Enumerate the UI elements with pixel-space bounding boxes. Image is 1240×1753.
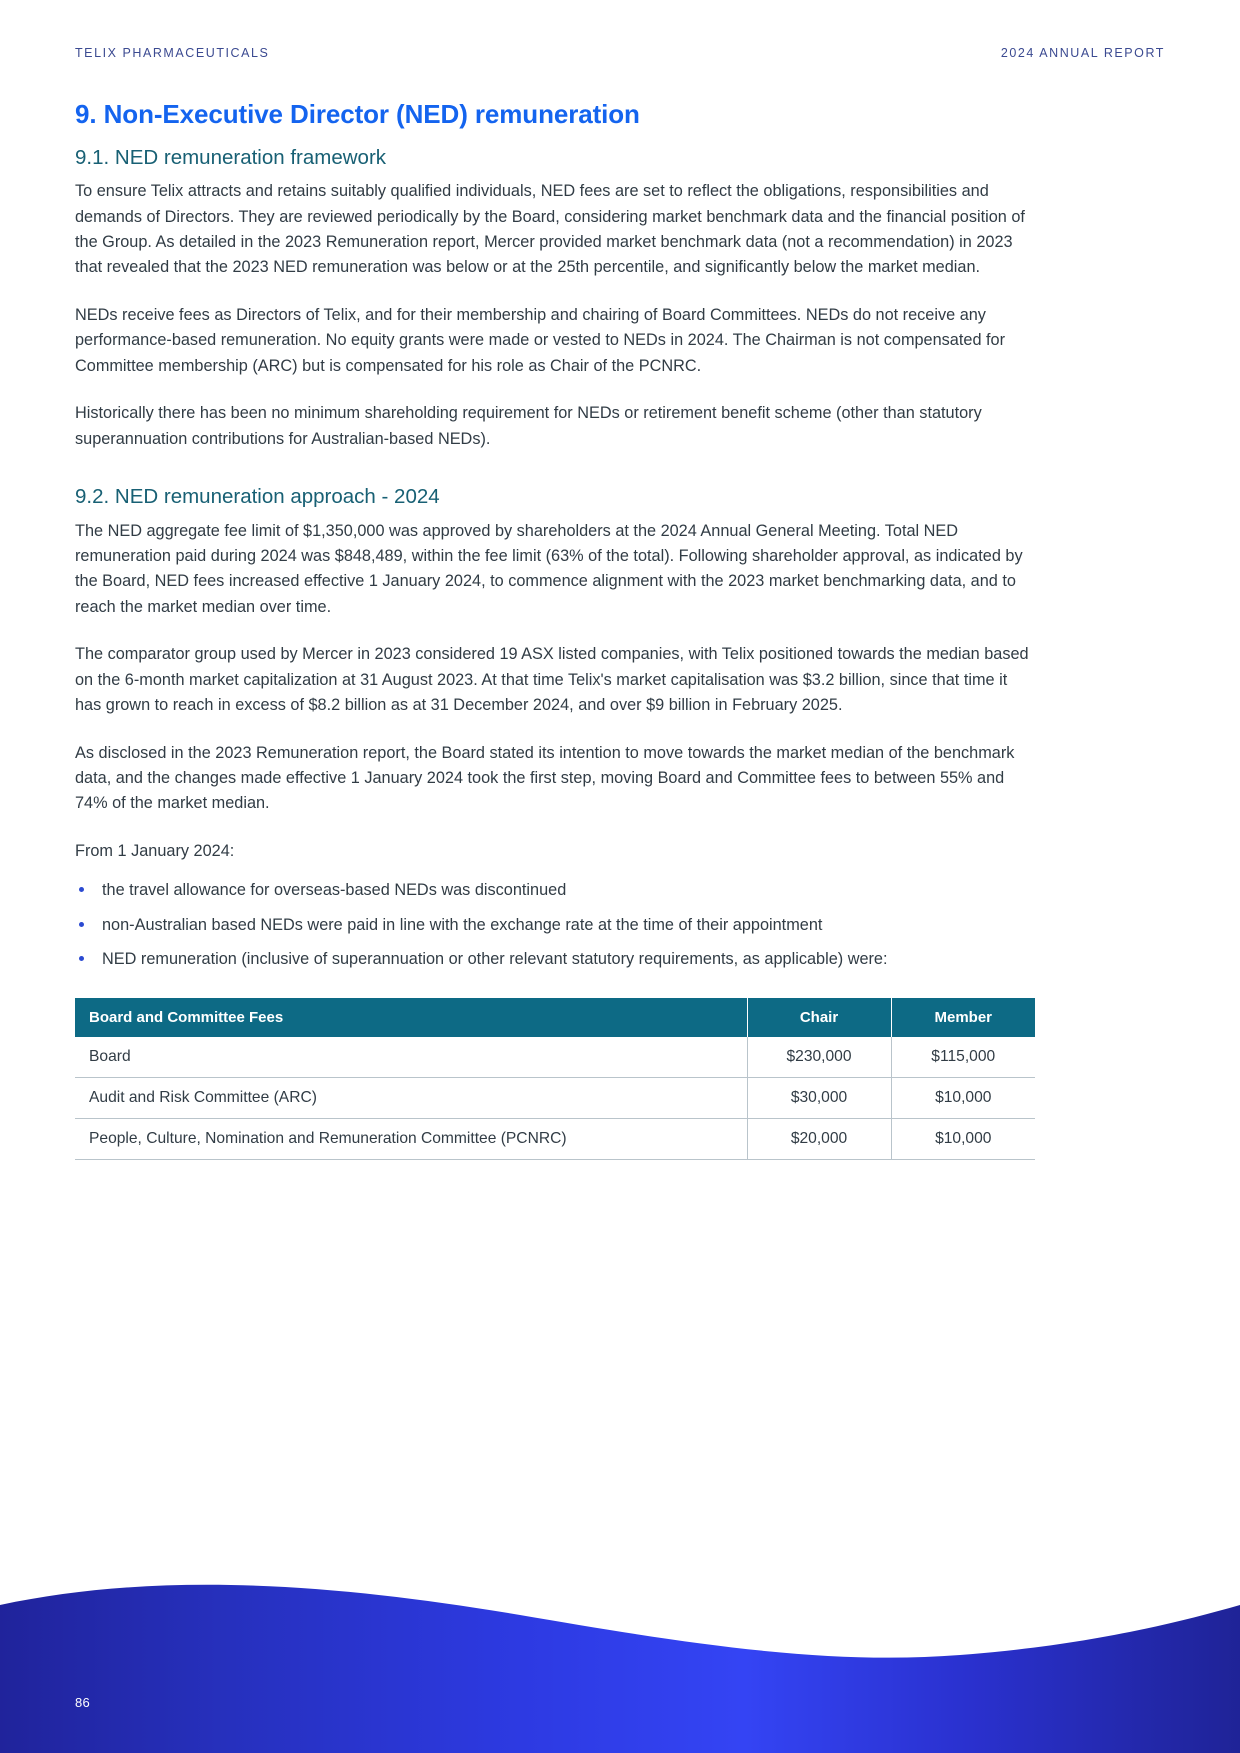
fees-table-body bbox=[75, 1037, 1035, 1160]
bullet-list bbox=[75, 878, 1035, 971]
bullet-list-lead-in: From 1 January 2024: bbox=[75, 841, 235, 860]
subsection-heading-9-1: 9.1. NED remuneration framework bbox=[75, 145, 387, 169]
paragraph-9-1-3: Historically there has been no minimum shareholding requirement for NEDs or retirement benefit scheme (other than statutory superannuation contributions for Australian-based NEDs). bbox=[75, 404, 982, 448]
column-header-fees: Board and Committee Fees bbox=[75, 998, 747, 1037]
column-header-chair: Chair bbox=[747, 998, 891, 1037]
cell-member-amount: $10,000 bbox=[891, 1077, 1035, 1118]
paragraph-9-2-2: The comparator group used by Mercer in 2023 considered 19 ASX listed companies, with Telix positioned towards the median based on the 6-month market capitalization at 31 August 2023. At that time Telix's market capitalisation was $3.2 billion, since that time it has grown to reach in excess of $8.2 billion as at 31 December 2024, and over $9 billion in February 2025. bbox=[75, 645, 1029, 715]
cell-chair-amount: $20,000 bbox=[747, 1118, 891, 1159]
table-header-row bbox=[75, 998, 1035, 1037]
page-number: 86 bbox=[75, 1695, 91, 1710]
page-content bbox=[75, 98, 1035, 1160]
cell-fee-name: People, Culture, Nomination and Remuneration Committee (PCNRC) bbox=[75, 1118, 747, 1159]
cell-chair-amount: $230,000 bbox=[747, 1037, 891, 1078]
column-header-member: Member bbox=[891, 998, 1035, 1037]
page-title: 9. Non-Executive Director (NED) remuneration bbox=[75, 99, 640, 129]
cell-member-amount: $115,000 bbox=[891, 1037, 1035, 1078]
paragraph-9-1-1: To ensure Telix attracts and retains suitably qualified individuals, NED fees are set to reflect the obligations, responsibilities and demands of Directors. They are reviewed periodically by the Board, considering market benchmark data and the financial position of the Group. As detailed in the 2023 Remuneration report, Mercer provided market benchmark data (not a recommendation) in 2023 that revealed that the 2023 NED remuneration was below or at the 25th percentile, and significantly below the market median. bbox=[75, 182, 1025, 277]
header-report-name: 2024 ANNUAL REPORT bbox=[1000, 46, 1165, 60]
bullet-dot-icon bbox=[79, 922, 84, 927]
cell-chair-amount: $30,000 bbox=[747, 1077, 891, 1118]
list-item-label: the travel allowance for overseas-based NEDs was discontinued bbox=[102, 881, 567, 900]
table-row bbox=[75, 1118, 1035, 1159]
list-item-label: NED remuneration (inclusive of superannuation or other relevant statutory requirements, as applicable) were: bbox=[102, 950, 888, 969]
running-header bbox=[75, 46, 1165, 60]
list-item bbox=[75, 913, 1035, 937]
fees-table bbox=[75, 998, 1035, 1160]
cell-fee-name: Board bbox=[75, 1037, 747, 1078]
list-item bbox=[75, 878, 1035, 902]
fees-table-header bbox=[75, 998, 1035, 1037]
bullet-dot-icon bbox=[79, 887, 84, 892]
bullet-dot-icon bbox=[79, 956, 84, 961]
cell-fee-name: Audit and Risk Committee (ARC) bbox=[75, 1077, 747, 1118]
list-item bbox=[75, 947, 1035, 971]
table-row bbox=[75, 1037, 1035, 1078]
paragraph-9-2-3: As disclosed in the 2023 Remuneration report, the Board stated its intention to move towards the market median of the benchmark data, and the changes made effective 1 January 2024 took the first step, moving Board and Committee fees to between 55% and 74% of the market median. bbox=[75, 743, 1015, 813]
paragraph-9-2-1: The NED aggregate fee limit of $1,350,000 was approved by shareholders at the 2024 Annual General Meeting. Total NED remuneration paid during 2024 was $848,489, within the fee limit (63% of the total). Following shareholder approval, as indicated by the Board, NED fees increased effective 1 January 2024, to commence alignment with the 2023 market benchmarking data, and to reach the market median over time. bbox=[75, 521, 1023, 616]
table-row bbox=[75, 1077, 1035, 1118]
footer-wave-graphic bbox=[0, 1543, 1240, 1753]
cell-member-amount: $10,000 bbox=[891, 1118, 1035, 1159]
header-company-name: TELIX PHARMACEUTICALS bbox=[75, 46, 270, 60]
paragraph-9-1-2: NEDs receive fees as Directors of Telix, and for their membership and chairing of Board Committees. NEDs do not receive any performance-based remuneration. No equity grants were made or vested to NEDs in 2024. The Chairman is not compensated for Committee membership (ARC) but is compensated for his role as Chair of the PCNRC. bbox=[75, 305, 1006, 375]
list-item-label: non-Australian based NEDs were paid in line with the exchange rate at the time of their appointment bbox=[102, 915, 823, 934]
subsection-heading-9-2: 9.2. NED remuneration approach - 2024 bbox=[75, 484, 440, 508]
